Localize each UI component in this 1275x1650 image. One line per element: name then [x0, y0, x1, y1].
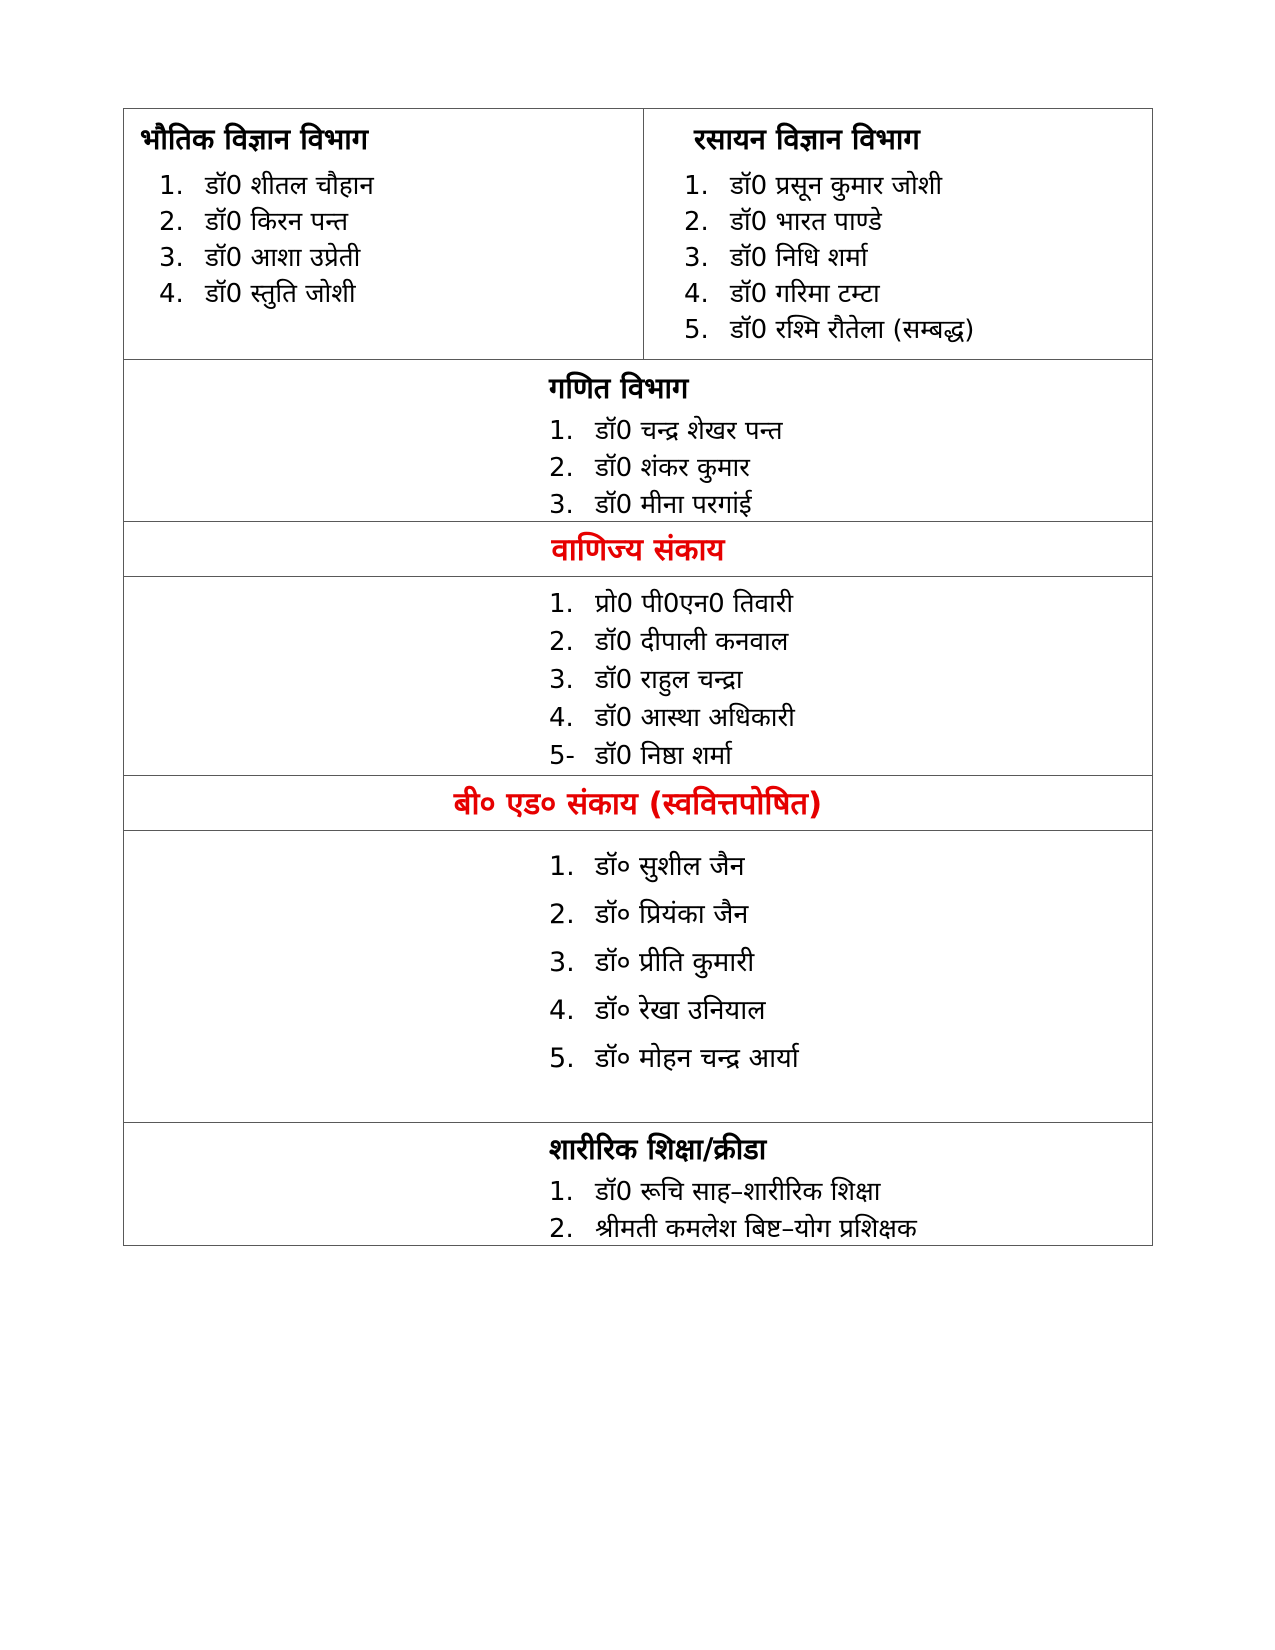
item-number: 2.	[684, 207, 709, 237]
item-number: 2.	[549, 627, 574, 657]
item-number: 2.	[549, 899, 575, 930]
list-item	[549, 585, 1152, 623]
item-number: 2.	[549, 1214, 574, 1244]
item-number: 3.	[159, 243, 184, 273]
chemistry-department-cell	[644, 109, 1152, 359]
physics-department-cell	[124, 109, 644, 359]
chemistry-department-heading: रसायन विज्ञान विभाग	[694, 122, 920, 156]
table-row-science	[124, 109, 1152, 359]
list-item	[549, 487, 1152, 521]
faculty-table	[123, 108, 1153, 1246]
list-item	[549, 843, 1152, 891]
list-item	[549, 987, 1152, 1035]
item-number: 4.	[549, 703, 574, 733]
faculty-name: डॉ0 दीपाली कनवाल	[595, 627, 789, 657]
item-number: 4.	[684, 279, 709, 309]
commerce-faculty-list	[549, 585, 1152, 775]
faculty-name: डॉ0 रश्मि रौतेला (सम्बद्ध)	[730, 315, 975, 345]
list-item	[684, 312, 1152, 348]
physical-education-heading: शारीरिक शिक्षा/क्रीडा	[549, 1132, 767, 1166]
list-item	[159, 276, 643, 312]
item-number: 5.	[684, 315, 709, 345]
faculty-name: डॉ0 शंकर कुमार	[595, 453, 750, 483]
list-item	[684, 168, 1152, 204]
item-number: 2.	[549, 453, 574, 483]
list-item	[549, 1211, 1152, 1248]
item-number: 4.	[159, 279, 184, 309]
faculty-name: डॉ0 निधि शर्मा	[730, 243, 868, 273]
commerce-faculty-heading: वाणिज्य संकाय	[551, 532, 725, 568]
list-item	[549, 1035, 1152, 1083]
math-faculty-list	[549, 413, 1152, 521]
list-item	[549, 939, 1152, 987]
physics-department-heading: भौतिक विज्ञान विभाग	[140, 122, 369, 156]
list-item	[549, 413, 1152, 450]
list-item	[549, 737, 1152, 775]
faculty-name: डॉ0 शीतल चौहान	[205, 171, 374, 201]
list-item	[549, 891, 1152, 939]
list-item	[159, 204, 643, 240]
list-item	[159, 168, 643, 204]
item-number: 3.	[549, 665, 574, 695]
list-item	[549, 699, 1152, 737]
faculty-name: डॉ0 प्रसून कुमार जोशी	[730, 171, 943, 201]
item-number: 1.	[684, 171, 709, 201]
table-row-math	[124, 359, 1152, 521]
faculty-name: डॉ0 मीना परगांई	[595, 490, 752, 520]
table-row-bed-heading	[124, 775, 1152, 830]
faculty-name: डॉ0 चन्द्र शेखर पन्त	[595, 416, 783, 446]
chemistry-faculty-list	[684, 168, 1152, 348]
list-item	[684, 276, 1152, 312]
physical-education-list	[549, 1174, 1152, 1248]
item-number: 3.	[684, 243, 709, 273]
faculty-name: डॉ० सुशील जैन	[595, 851, 745, 882]
item-number: 5-	[549, 741, 575, 771]
faculty-name: डॉ0 आस्था अधिकारी	[595, 703, 795, 733]
faculty-name: डॉ0 आशा उप्रेती	[205, 243, 361, 273]
list-item	[684, 240, 1152, 276]
item-number: 1.	[549, 416, 574, 446]
item-number: 1.	[549, 851, 575, 882]
faculty-name: डॉ0 रूचि साह–शारीरिक शिक्षा	[595, 1177, 881, 1207]
item-number: 3.	[549, 490, 574, 520]
item-number: 1.	[549, 589, 574, 619]
table-row-physical-education	[124, 1122, 1152, 1248]
list-item	[549, 1174, 1152, 1211]
list-item	[684, 204, 1152, 240]
faculty-name: डॉ० प्रीति कुमारी	[595, 947, 755, 978]
faculty-name: डॉ0 स्तुति जोशी	[205, 279, 356, 309]
item-number: 1.	[159, 171, 184, 201]
faculty-name: डॉ० प्रियंका जैन	[595, 899, 749, 930]
item-number: 2.	[159, 207, 184, 237]
item-number: 4.	[549, 995, 575, 1026]
table-row-bed	[124, 830, 1152, 1122]
list-item	[549, 450, 1152, 487]
bed-faculty-heading: बी० एड० संकाय (स्ववित्तपोषित)	[453, 786, 823, 822]
faculty-name: डॉ0 भारत पाण्डे	[730, 207, 882, 237]
faculty-name: डॉ० रेखा उनियाल	[595, 995, 766, 1026]
item-number: 5.	[549, 1043, 575, 1074]
table-row-commerce-heading	[124, 521, 1152, 576]
faculty-name: श्रीमती कमलेश बिष्ट–योग प्रशिक्षक	[595, 1214, 917, 1244]
bed-faculty-list	[549, 843, 1152, 1083]
list-item	[549, 661, 1152, 699]
physics-faculty-list	[140, 168, 643, 312]
faculty-name: डॉ० मोहन चन्द्र आर्या	[595, 1043, 799, 1074]
math-department-heading: गणित विभाग	[549, 371, 689, 405]
item-number: 1.	[549, 1177, 574, 1207]
table-row-commerce	[124, 576, 1152, 775]
faculty-name: डॉ0 किरन पन्त	[205, 207, 349, 237]
faculty-name: डॉ0 गरिमा टम्टा	[730, 279, 880, 309]
faculty-name: डॉ0 निष्ठा शर्मा	[595, 741, 732, 771]
item-number: 3.	[549, 947, 575, 978]
faculty-name: डॉ0 राहुल चन्द्रा	[595, 665, 743, 695]
list-item	[549, 623, 1152, 661]
list-item	[159, 240, 643, 276]
faculty-name: प्रो0 पी0एन0 तिवारी	[595, 589, 794, 619]
